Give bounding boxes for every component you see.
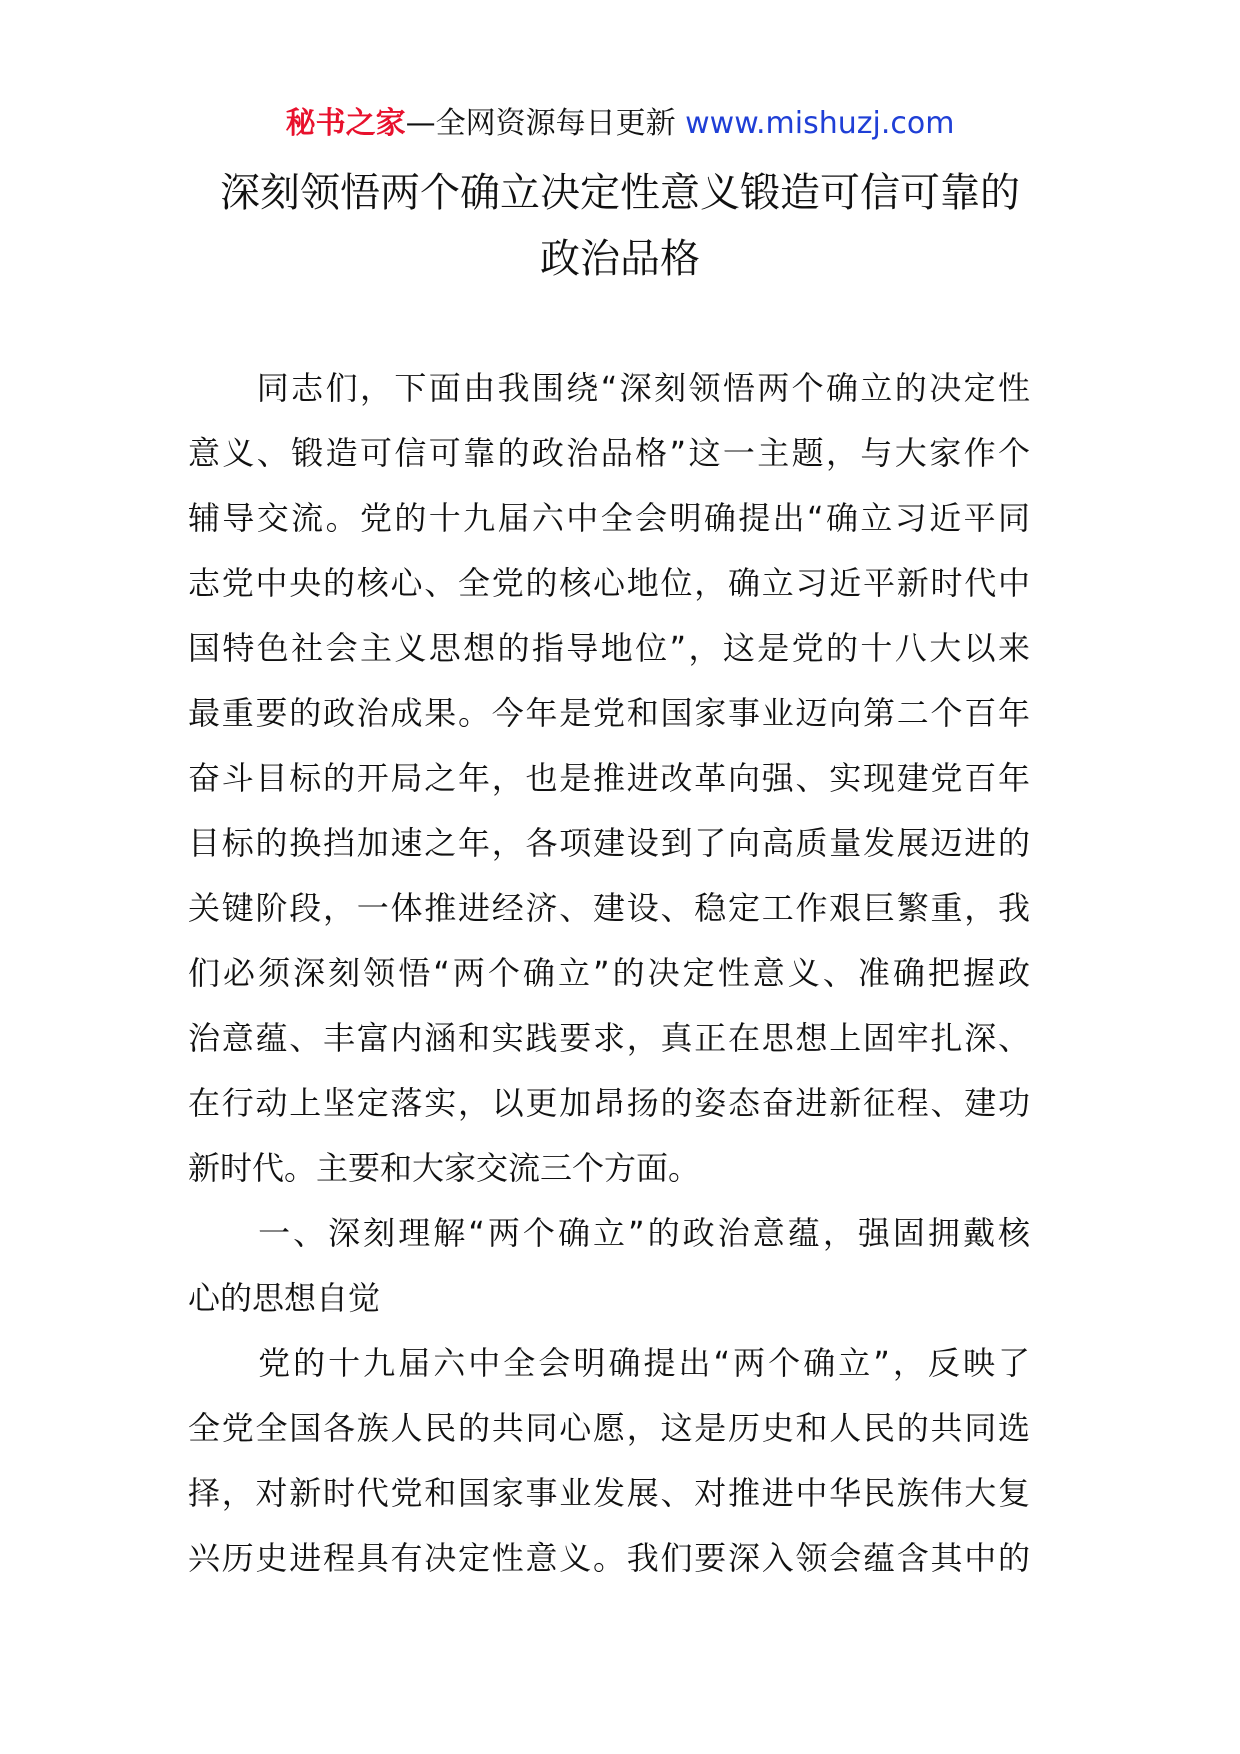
body-line: 志党中央的核心、全党的核心地位，确立习近平新时代中 xyxy=(188,564,1030,602)
body-line: 全党全国各族人民的共同心愿，这是历史和人民的共同选 xyxy=(188,1409,1030,1447)
title-line: 深刻领悟两个确立决定性意义锻造可信可靠的 xyxy=(220,170,1020,216)
header-tagline: —全网资源每日更新 xyxy=(405,106,686,141)
body-line: 关键阶段，一体推进经济、建设、稳定工作艰巨繁重，我 xyxy=(188,889,1030,927)
body-line: 在行动上坚定落实，以更加昂扬的姿态奋进新征程、建功 xyxy=(188,1084,1030,1122)
section-heading-line: 心的思想自觉 xyxy=(188,1279,381,1317)
site-header xyxy=(0,100,1240,148)
body-line: 择，对新时代党和国家事业发展、对推进中华民族伟大复 xyxy=(188,1474,1030,1512)
body-line: 同志们，下面由我围绕“深刻领悟两个确立的决定性 xyxy=(188,369,1030,407)
brand-name: 秘书之家 xyxy=(285,106,406,141)
body-line: 辅导交流。党的十九届六中全会明确提出“确立习近平同 xyxy=(188,499,1030,537)
site-url-link[interactable]: www.mishuzj.com xyxy=(685,106,955,141)
body-line: 党的十九届六中全会明确提出“两个确立”，反映了 xyxy=(188,1344,1030,1382)
body-line: 治意蕴、丰富内涵和实践要求，真正在思想上固牢扎深、 xyxy=(188,1019,1030,1057)
body-line: 目标的换挡加速之年，各项建设到了向高质量发展迈进的 xyxy=(188,824,1030,862)
body-line: 兴历史进程具有决定性意义。我们要深入领会蕴含其中的 xyxy=(188,1539,1030,1577)
body-line: 新时代。主要和大家交流三个方面。 xyxy=(188,1149,701,1187)
body-line: 奋斗目标的开局之年，也是推进改革向强、实现建党百年 xyxy=(188,759,1030,797)
body-line: 们必须深刻领悟“两个确立”的决定性意义、准确把握政 xyxy=(188,954,1030,992)
body-line: 意义、锻造可信可靠的政治品格”这一主题，与大家作个 xyxy=(188,434,1030,472)
document-body xyxy=(188,356,1030,1591)
document-title xyxy=(0,160,1240,292)
section-heading-line: 一、深刻理解“两个确立”的政治意蕴，强固拥戴核 xyxy=(188,1214,1030,1252)
title-line: 政治品格 xyxy=(540,236,700,282)
body-line: 最重要的政治成果。今年是党和国家事业迈向第二个百年 xyxy=(188,694,1030,732)
body-line: 国特色社会主义思想的指导地位”，这是党的十八大以来 xyxy=(188,629,1030,667)
